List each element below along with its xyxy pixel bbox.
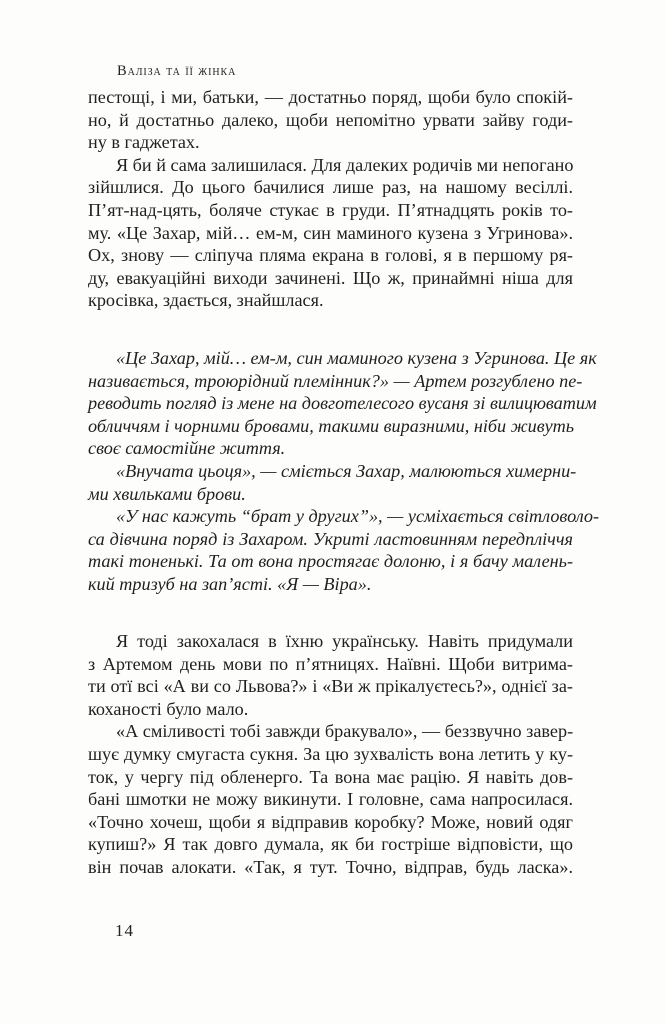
text-line: обличчям і чорними бровами, такими виразними, ніби живуть xyxy=(88,415,575,436)
text-line: коханості було мало. xyxy=(88,698,249,719)
text-line: «Це Захар, мій… ем-м, син маминого кузена з Угринова. Це як xyxy=(116,348,597,368)
text-line: П’ят-над-цять, боляче стукає в груди. П’ятнадцять років то- xyxy=(88,199,573,220)
text-line: купиш?» Я так довго думала, як би гостріше відповісти, що xyxy=(88,834,573,855)
text-block-closing xyxy=(88,630,573,879)
text-line: са дівчина поряд із Захаром. Укриті ластовинням передпліччя xyxy=(88,528,573,549)
text-line: шує думку смугаста сукня. За цю зухвалість вона летить у ку- xyxy=(88,743,573,764)
text-line: Ох, знову — сліпуча пляма екрана в голові, я в першому ря- xyxy=(88,245,573,266)
text-line: Я тоді закохалася в їхню українську. Навіть придумали xyxy=(116,631,573,651)
text-line: ду, евакуаційні виходи зачинені. Що ж, принаймні ніша для xyxy=(88,267,573,288)
text-line: ну в гаджетах. xyxy=(88,132,200,153)
text-line: Я би й сама залишилася. Для далеких родичів ми непогано xyxy=(116,154,574,175)
text-line: він почав алокати. «Так, я тут. Точно, відправ, будь ласка». xyxy=(88,856,573,877)
text-line: кий тризуб на зап’ясті. «Я — Віра». xyxy=(88,573,372,594)
text-line: реводить погляд із мене на довготелесого вусаня зі вилицюватим xyxy=(88,393,597,414)
text-line: «У нас кажуть “брат у других”», — усміхається світловоло- xyxy=(116,506,600,527)
running-head: Валіза та її жінка xyxy=(117,63,237,79)
text-line: такі тоненькі. Та от вона простягає долоню, і я бачу малень- xyxy=(88,551,573,572)
text-line: «А сміливості тобі завжди бракувало», — беззвучно завер- xyxy=(116,721,574,742)
page-number: 14 xyxy=(115,921,134,940)
text-line: ти отї всі «А ви со Львова?» і «Ви ж прікалуєтесь?», однієї за- xyxy=(88,676,573,697)
text-line: «Точно хочеш, щоби я відправив коробку? Може, новий одяг xyxy=(88,811,573,832)
text-line: му. «Це Захар, мій… ем-м, син маминого кузена з Угринова». xyxy=(88,222,573,243)
text-block-intro xyxy=(88,86,573,312)
text-line: називається, троюрідний племінник?» — Артем розгублено пе- xyxy=(88,370,583,391)
text-line: ми хвильками брови. xyxy=(88,483,246,504)
text-line: з Артемом день мови по п’ятницях. Наївні. Щоби витрима- xyxy=(88,653,573,674)
text-line: зійшлися. До цього бачилися лише раз, на нашому весіллі. xyxy=(88,177,573,198)
text-line: «Внучата цьоця», — сміється Захар, малюються химерни- xyxy=(116,460,577,481)
text-line: бані шмотки не можу викинути. І головне, сама напросилася. xyxy=(88,789,573,810)
text-line: но, й достатньо далеко, щоби непомітно урвати зайву годи- xyxy=(88,109,573,130)
text-line: пестощі, і ми, батьки, — достатньо поряд, щоби було спокій- xyxy=(88,87,573,107)
text-line: своє самостійне життя. xyxy=(88,438,286,459)
text-line: ток, у чергу під обленерго. Та вона має рацію. Я навіть дов- xyxy=(88,766,573,787)
text-line: кросівка, здається, знайшлася. xyxy=(88,290,324,311)
text-block-flashback xyxy=(88,347,600,596)
